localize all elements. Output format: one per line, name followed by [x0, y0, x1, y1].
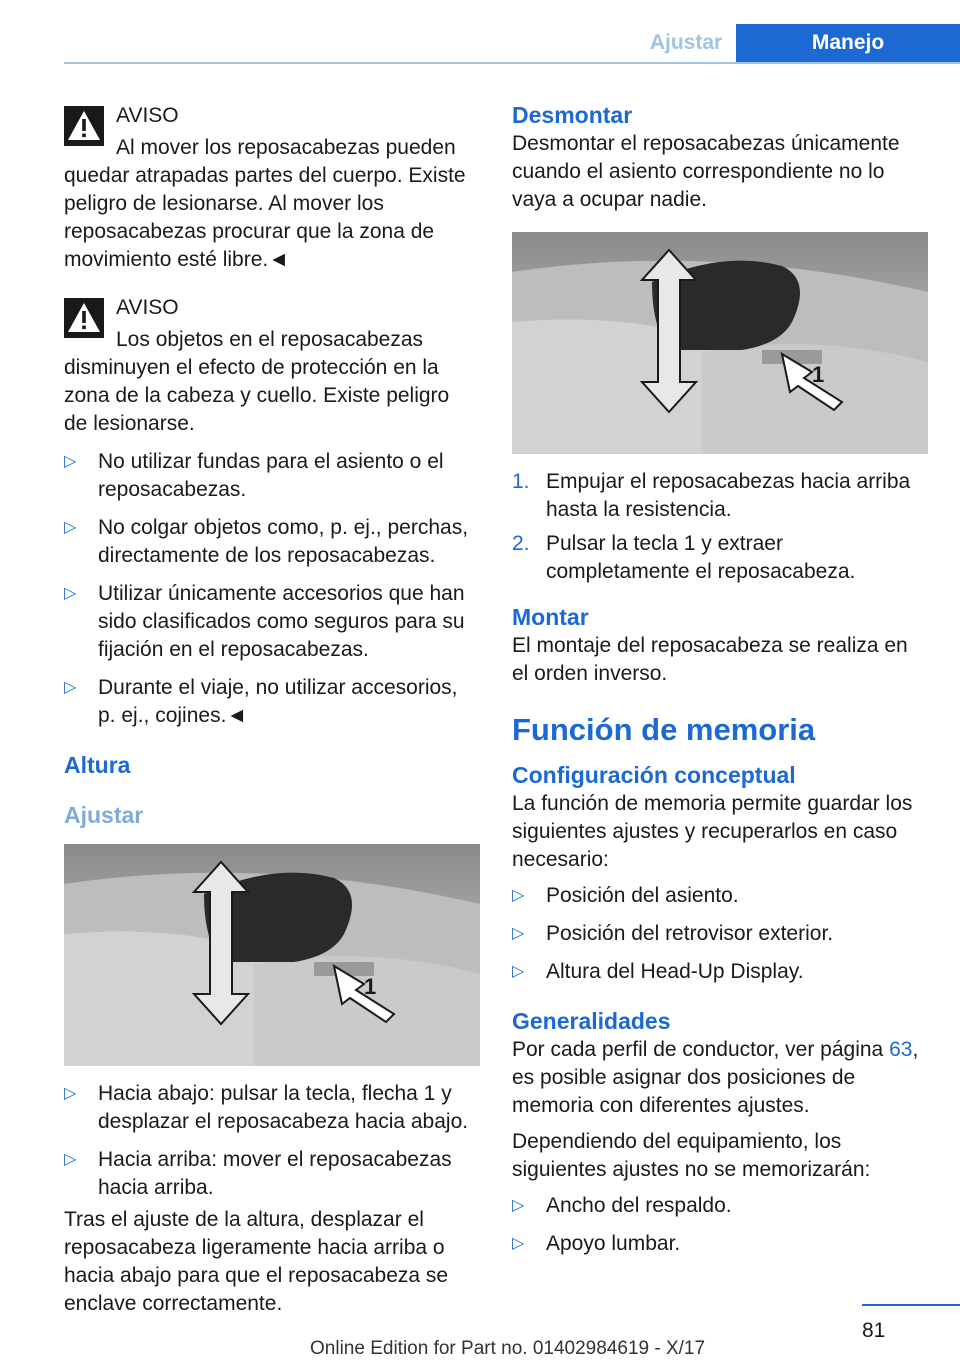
bullet-triangle-icon: ▷ — [512, 1197, 525, 1214]
list-item: ▷ Altura del Head-Up Display. — [512, 958, 928, 986]
list-item: ▷ Durante el viaje, no utilizar accesorios, p. ej., cojines.◄ — [64, 676, 458, 727]
page-link-63[interactable]: 63 — [889, 1038, 913, 1061]
list-item: ▷ Apoyo lumbar. — [512, 1230, 928, 1258]
warning-2 — [64, 292, 478, 730]
bullet-triangle-icon: ▷ — [64, 453, 77, 470]
list-item: ▷ No colgar objetos como, p. ej., perchas, directamente de los reposacabezas. — [64, 516, 469, 567]
list-item: ▷ No utilizar fundas para el asiento o el reposacabezas. — [64, 450, 444, 501]
figure-callout-1: 1 — [812, 362, 825, 387]
list-item: ▷ Hacia abajo: pulsar la tecla, flecha 1 y desplazar el reposacabeza hacia abajo. — [64, 1082, 469, 1133]
remove-steps — [512, 468, 928, 586]
bullet-triangle-icon: ▷ — [64, 679, 77, 696]
remove-text: Desmontar el reposacabezas únicamente cuando el asiento correspondiente no lo vaya a ocupar nadie. — [512, 132, 900, 211]
warning-1 — [64, 100, 478, 274]
headrest-illustration — [64, 844, 480, 1066]
warning-2-text: Los objetos en el reposacabezas disminuyen el efecto de protección en la zona de la cabeza y cuello. Existe peligro de lesionarse. — [64, 328, 450, 435]
headrest-remove-figure — [512, 232, 928, 454]
page-number: 81 — [862, 1319, 886, 1342]
tab-manejo[interactable]: Manejo — [736, 24, 960, 62]
footer-rule — [862, 1304, 960, 1306]
subsection-heading-ajustar: Ajustar — [64, 802, 144, 828]
warning-2-list — [64, 448, 478, 730]
adjust-list — [64, 1080, 478, 1202]
bullet-triangle-icon: ▷ — [64, 519, 77, 536]
right-column — [512, 100, 928, 1268]
equipment-list — [512, 1192, 928, 1258]
header-rule — [64, 62, 960, 64]
warning-1-text: Al mover los reposacabezas pueden quedar atrapadas partes del cuerpo. Existe peligro de lesionarse. Al mover los reposacabezas procurar que la zona de movimiento esté libre.◄ — [64, 136, 466, 271]
list-item: ▷ Utilizar únicamente accesorios que han sido clasificados como seguros para su fijación en el reposacabezas. — [64, 582, 465, 661]
left-column — [64, 100, 478, 1326]
footer-edition: Online Edition for Part no. 01402984619 - X/17 — [310, 1338, 706, 1359]
bullet-triangle-icon: ▷ — [512, 963, 525, 980]
section-heading-montar: Montar — [512, 604, 589, 630]
warning-1-title: AVISO — [116, 104, 179, 127]
list-item: 1. Empujar el reposacabezas hacia arriba hasta la resistencia. — [512, 470, 911, 521]
list-item: 2. Pulsar la tecla 1 y extraer completamente el reposacabeza. — [512, 532, 856, 583]
list-item: ▷ Posición del asiento. — [512, 882, 928, 910]
bullet-triangle-icon: ▷ — [64, 1151, 77, 1168]
list-item: ▷ Hacia arriba: mover el reposacabezas hacia arriba. — [64, 1148, 452, 1199]
warning-2-title: AVISO — [116, 296, 179, 319]
concept-list — [512, 882, 928, 986]
section-heading-memory: Función de memoria — [512, 712, 816, 747]
list-item: ▷ Posición del retrovisor exterior. — [512, 920, 928, 948]
bullet-triangle-icon: ▷ — [512, 887, 525, 904]
section-heading-general: Generalidades — [512, 1008, 671, 1034]
page-header — [0, 0, 960, 64]
section-heading-desmontar: Desmontar — [512, 102, 633, 128]
concept-text: La función de memoria permite guardar los siguientes ajustes y recuperarlos en caso necesario: — [512, 792, 913, 871]
section-heading-concept: Configuración conceptual — [512, 762, 796, 788]
equipment-text: Dependiendo del equipamiento, los siguientes ajustes no se memorizarán: — [512, 1130, 871, 1181]
bullet-triangle-icon: ▷ — [512, 1235, 525, 1252]
tab-ajustar[interactable]: Ajustar — [636, 24, 736, 62]
bullet-triangle-icon: ▷ — [64, 1085, 77, 1102]
warning-icon — [64, 298, 104, 338]
bullet-triangle-icon: ▷ — [512, 925, 525, 942]
figure-callout-1: 1 — [364, 974, 377, 999]
warning-icon — [64, 106, 104, 146]
headrest-illustration — [512, 232, 928, 454]
install-text: El montaje del reposacabeza se realiza en el orden inverso. — [512, 634, 908, 685]
adjust-note: Tras el ajuste de la altura, desplazar el reposacabeza ligeramente hacia arriba o hacia abajo para que el reposacabeza se enclave correctamente. — [64, 1208, 449, 1315]
section-heading-altura: Altura — [64, 752, 131, 778]
headrest-adjust-figure — [64, 844, 480, 1066]
bullet-triangle-icon: ▷ — [64, 585, 77, 602]
general-text: Por cada perfil de conductor, ver página 63, es posible asignar dos posiciones de memoria con diferentes ajustes. — [512, 1038, 919, 1117]
list-item: ▷ Ancho del respaldo. — [512, 1192, 928, 1220]
